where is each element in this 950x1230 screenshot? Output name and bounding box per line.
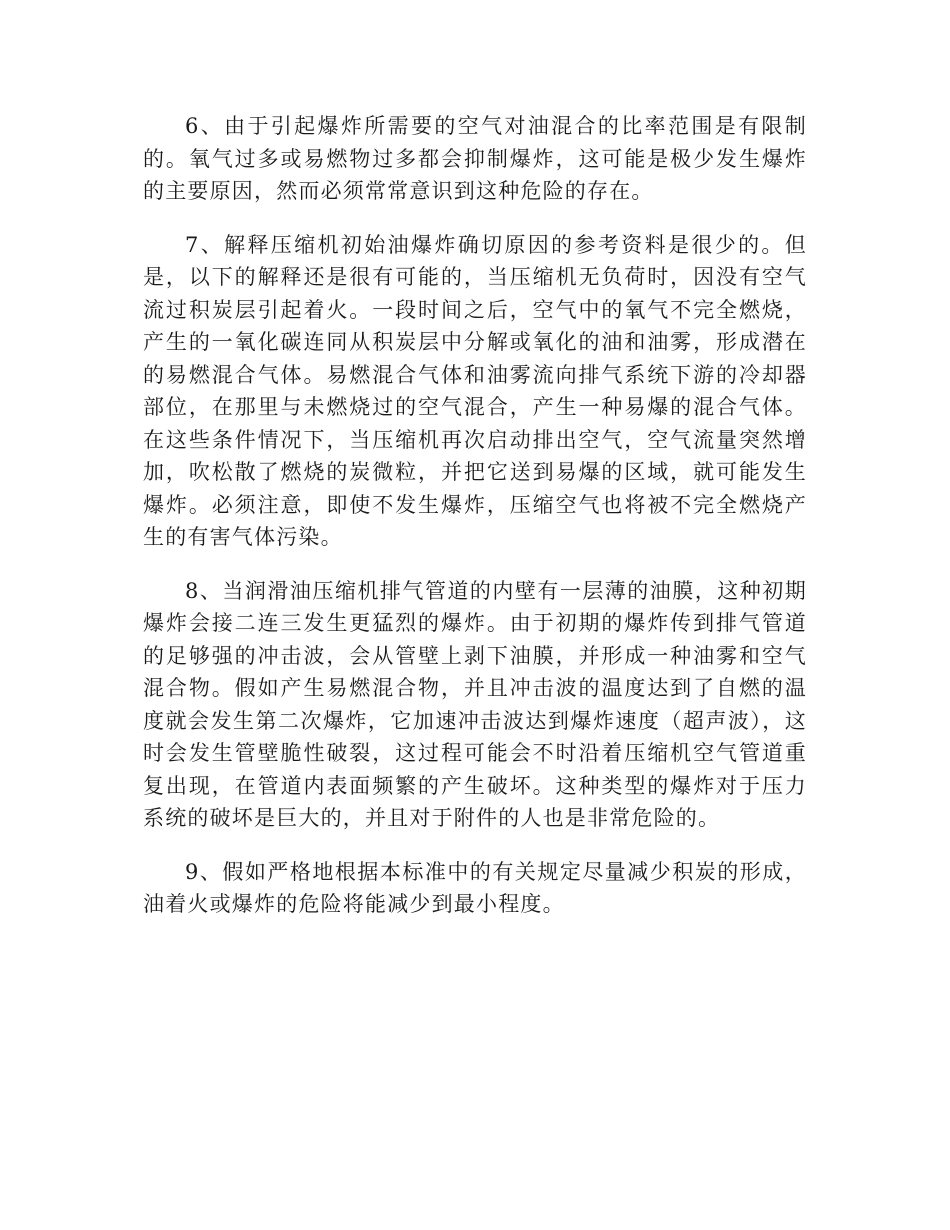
document-body [143,110,807,942]
paragraph-6: 6、由于引起爆炸所需要的空气对油混合的比率范围是有限制的。氧气过多或易燃物过多都会抑制爆炸，这可能是极少发生爆炸的主要原因，然而必须常常意识到这种危险的存在。 [143,114,807,203]
paragraph-7: 7、解释压缩机初始油爆炸确切原因的参考资料是很少的。但是，以下的解释还是很有可能的，当压缩机无负荷时，因没有空气流过积炭层引起着火。一段时间之后，空气中的氧气不完全燃烧，产生的一氧化碳连同从积炭层中分解或氧化的油和油雾，形成潜在的易燃混合气体。易燃混合气体和油雾流向排气系统下游的冷却器部位，在那里与未燃烧过的空气混合，产生一种易爆的混合气体。在这些条件情况下，当压缩机再次启动排出空气，空气流量突然增加，吹松散了燃烧的炭微粒，并把它送到易爆的区域，就可能发生爆炸。必须注意，即使不发生爆炸，压缩空气也将被不完全燃烧产生的有害气体污染。 [143,232,807,549]
paragraph-8: 8、当润滑油压缩机排气管道的内壁有一层薄的油膜，这种初期爆炸会接二连三发生更猛烈的爆炸。由于初期的爆炸传到排气管道的足够强的冲击波，会从管壁上剥下油膜，并形成一种油雾和空气混合物。假如产生易燃混合物，并且冲击波的温度达到了自燃的温度就会发生第二次爆炸，它加速冲击波达到爆炸速度（超声波），这时会发生管壁脆性破裂，这过程可能会不时沿着压缩机空气管道重复出现，在管道内表面频繁的产生破坏。这种类型的爆炸对于压力系统的破坏是巨大的，并且对于附件的人也是非常危险的。 [143,578,807,830]
paragraph-9: 9、假如严格地根据本标准中的有关规定尽量减少积炭的形成，油着火或爆炸的危险将能减少到最小程度。 [143,859,807,916]
